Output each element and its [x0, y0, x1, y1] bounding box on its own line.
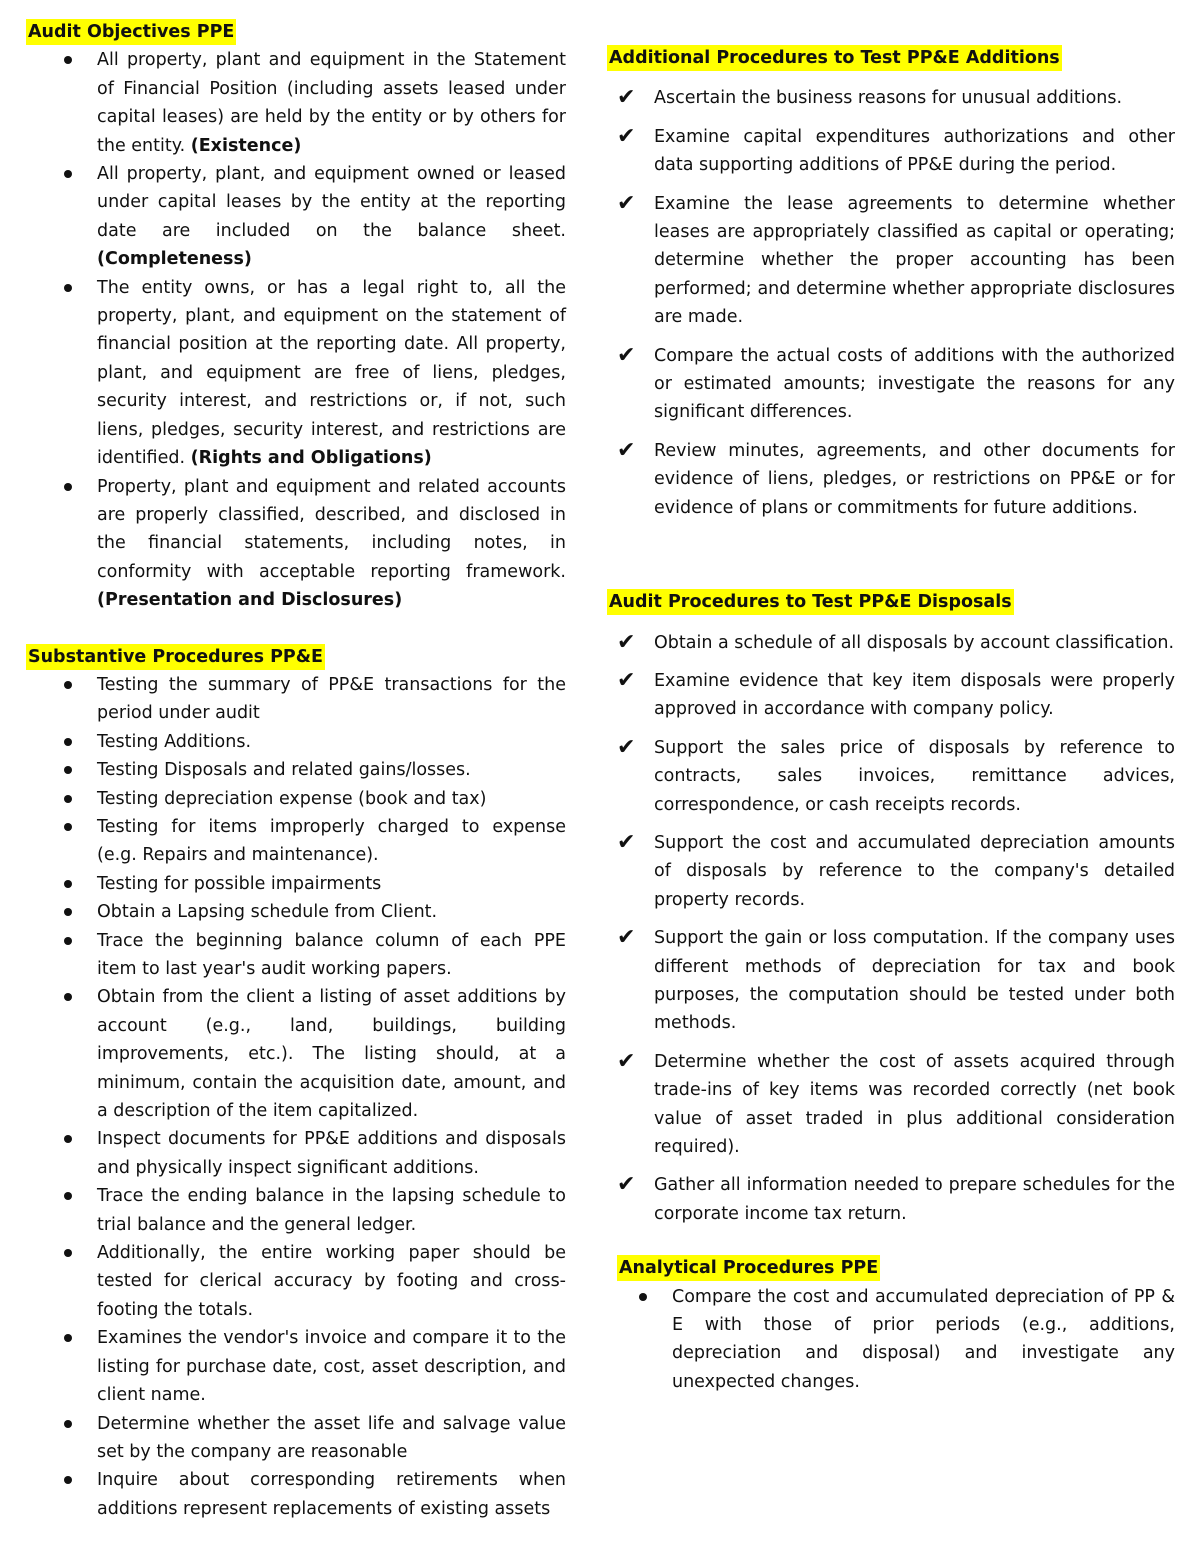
additions-list [607, 84, 1175, 522]
item-text: Support the gain or loss computation. If the company uses different methods of depreciation for tax and book purposes, the computation should be tested under both methods. [654, 928, 1175, 1034]
additions-heading: Additional Procedures to Test PP&E Additions [607, 45, 1062, 71]
list-item [607, 1171, 1175, 1228]
list-item [26, 160, 566, 274]
checkmark-icon: ✔ [617, 123, 636, 149]
item-text: Examine evidence that key item disposals were properly approved in accordance with company policy. [654, 670, 1175, 720]
list-item [607, 1048, 1175, 1162]
list-item: Additionally, the entire working paper should be tested for clerical accuracy by footing and cross-footing the totals. [26, 1239, 566, 1324]
list-item [607, 84, 1175, 112]
analytical-heading: Analytical Procedures PPE [617, 1255, 880, 1281]
analytical-section [617, 1254, 1175, 1396]
item-text: Examine the lease agreements to determine whether leases are appropriately classified as capital or operating; determine whether the proper accounting has been performed; and determine whether appropriate disclosures are made. [654, 193, 1175, 328]
list-item: Testing Disposals and related gains/losses. [26, 756, 566, 784]
list-item: Testing for items improperly charged to expense (e.g. Repairs and maintenance). [26, 813, 566, 870]
item-text: Determine whether the cost of assets acquired through trade-ins of key items was recorded correctly (net book value of asset traded in plus additional consideration required). [654, 1051, 1175, 1157]
list-item: Trace the beginning balance column of each PPE item to last year's audit working papers. [26, 927, 566, 984]
list-item: Testing Additions. [26, 728, 566, 756]
audit-objectives-list [26, 46, 566, 614]
checkmark-icon: ✔ [617, 85, 636, 111]
list-item [607, 123, 1175, 180]
list-item [607, 190, 1175, 332]
item-text: Gather all information needed to prepare schedules for the corporate income tax return. [654, 1175, 1175, 1224]
item-text: Compare the actual costs of additions with the authorized or estimated amounts; investigate the reasons for any significant differences. [654, 345, 1175, 423]
assertion-tag: (Existence) [190, 135, 302, 156]
checkmark-icon: ✔ [617, 734, 636, 760]
checkmark-icon: ✔ [617, 1172, 636, 1198]
item-text: Property, plant and equipment and related accounts are properly classified, described, and disclosed in the financial statements, including notes, in conformity with acceptable reporting framework. [97, 476, 566, 582]
list-item: Testing depreciation expense (book and tax) [26, 785, 566, 813]
list-item [607, 342, 1175, 427]
audit-objectives-heading: Audit Objectives PPE [26, 19, 236, 45]
checkmark-icon: ✔ [617, 190, 636, 216]
list-item: Obtain from the client a listing of asset additions by account (e.g., land, buildings, building improvements, etc.). The listing should, at a minimum, contain the acquisition date, amount, and a description of the item capitalized. [26, 983, 566, 1125]
list-item: Compare the cost and accumulated depreciation of PP & E with those of prior periods (e.g., additions, depreciation and disposal) and investigate any unexpected changes. [617, 1283, 1175, 1397]
analytical-list [617, 1283, 1175, 1397]
item-text: Support the cost and accumulated depreciation amounts of disposals by reference to the company's detailed property records. [654, 832, 1175, 910]
assertion-tag: (Completeness) [97, 249, 252, 270]
list-item: Inspect documents for PP&E additions and disposals and physically inspect significant additions. [26, 1125, 566, 1182]
item-text: Examine capital expenditures authorizations and other data supporting additions of PP&E during the period. [654, 126, 1175, 176]
checkmark-icon: ✔ [617, 629, 636, 655]
list-item [26, 473, 566, 615]
list-item: Inquire about corresponding retirements when additions represent replacements of existing assets [26, 1466, 566, 1523]
list-item [607, 437, 1175, 522]
item-text: All property, plant and equipment in the Statement of Financial Position (including assets leased under capital leases) are held by the entity or by others for the entity. [97, 50, 566, 156]
item-text: All property, plant, and equipment owned or leased under capital leases by the entity at the reporting date are included on the balance sheet. [97, 164, 566, 241]
list-item: Testing the summary of PP&E transactions for the period under audit [26, 671, 566, 728]
checkmark-icon: ✔ [617, 925, 636, 951]
list-item: Trace the ending balance in the lapsing schedule to trial balance and the general ledger. [26, 1182, 566, 1239]
item-text: Ascertain the business reasons for unusual additions. [654, 88, 1123, 109]
checkmark-icon: ✔ [617, 437, 636, 463]
list-item [26, 274, 566, 473]
substantive-procedures-list [26, 671, 566, 1523]
list-item [607, 924, 1175, 1038]
list-item [607, 734, 1175, 819]
checkmark-icon: ✔ [617, 829, 636, 855]
list-item: Obtain a Lapsing schedule from Client. [26, 898, 566, 926]
checkmark-icon: ✔ [617, 667, 636, 693]
list-item: Examines the vendor's invoice and compare it to the listing for purchase date, cost, asset description, and client name. [26, 1324, 566, 1409]
item-text: Review minutes, agreements, and other documents for evidence of liens, pledges, or restrictions on PP&E or for evidence of plans or commitments for future additions. [654, 440, 1175, 518]
substantive-procedures-heading: Substantive Procedures PP&E [26, 644, 325, 670]
item-text: The entity owns, or has a legal right to, all the property, plant, and equipment on the statement of financial position at the reporting date. All property, plant, and equipment are free of liens, pledges, security interest, and restrictions or, if not, such liens, pledges, security interest, and restrictions are identified. [97, 277, 566, 469]
list-item [26, 46, 566, 160]
left-column [26, 18, 566, 1523]
list-item [607, 667, 1175, 724]
list-item: Testing for possible impairments [26, 870, 566, 898]
checkmark-icon: ✔ [617, 1048, 636, 1074]
checkmark-icon: ✔ [617, 342, 636, 368]
disposals-list [607, 629, 1175, 1229]
assertion-tag: (Presentation and Disclosures) [97, 590, 403, 611]
assertion-tag: (Rights and Obligations) [190, 448, 432, 469]
list-item [607, 829, 1175, 914]
list-item [607, 629, 1175, 657]
disposals-heading: Audit Procedures to Test PP&E Disposals [607, 589, 1014, 615]
right-column [607, 18, 1175, 1396]
list-item: Determine whether the asset life and salvage value set by the company are reasonable [26, 1410, 566, 1467]
item-text: Support the sales price of disposals by reference to contracts, sales invoices, remittance advices, correspondence, or cash receipts records. [654, 737, 1175, 815]
item-text: Obtain a schedule of all disposals by account classification. [654, 632, 1175, 653]
